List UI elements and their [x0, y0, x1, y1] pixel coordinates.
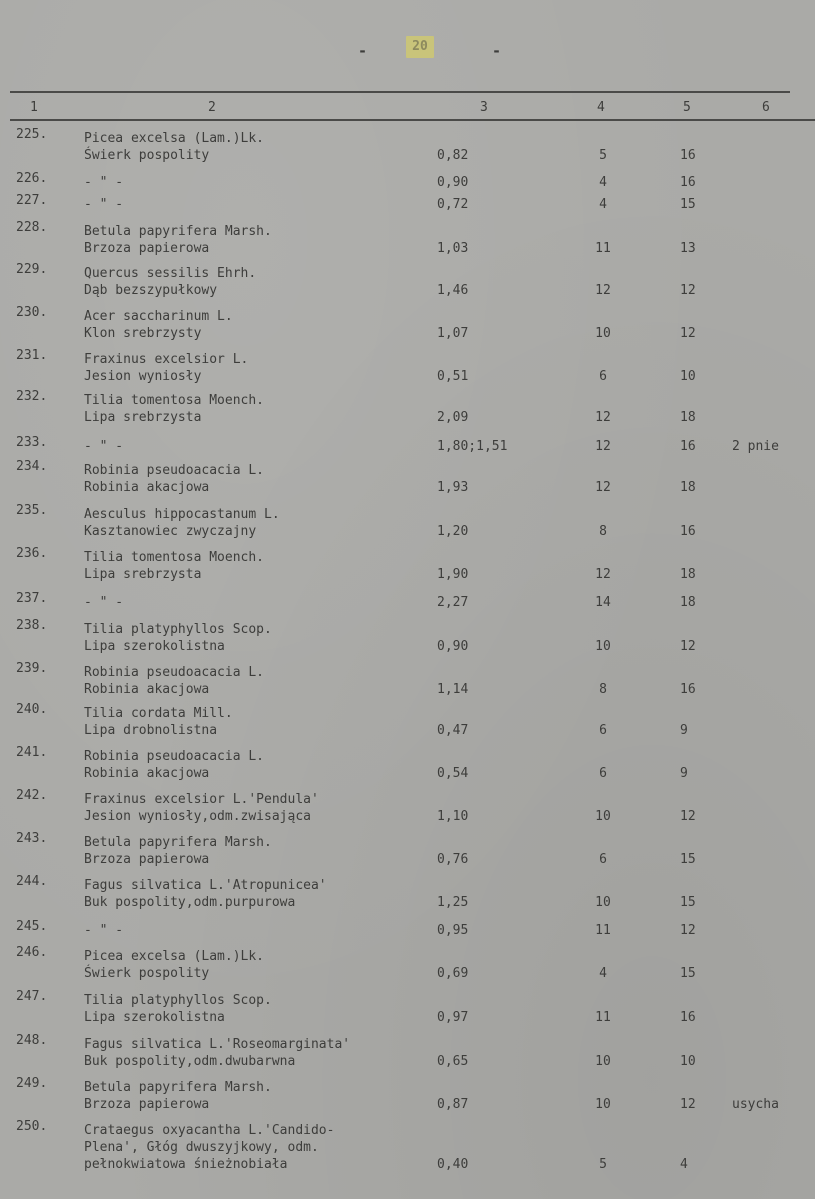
remarks-value: 2 pnie	[732, 439, 779, 454]
diameter-value: 1,25	[437, 895, 469, 910]
row-number: 240.	[16, 702, 48, 717]
column-4-value: 11	[595, 241, 611, 256]
column-4-value: 10	[595, 639, 611, 654]
table-header-rule	[10, 119, 815, 121]
diameter-value: 0,40	[437, 1157, 469, 1172]
row-number: 247.	[16, 989, 48, 1004]
species-name-line: Klon srebrzysty	[84, 326, 202, 341]
column-4-value: 6	[599, 369, 607, 384]
row-number: 232.	[16, 389, 48, 404]
species-name-line: Betula papyrifera Marsh.	[84, 835, 272, 850]
column-5-value: 9	[680, 766, 688, 781]
column-4-value: 12	[595, 283, 611, 298]
column-4-value: 10	[595, 809, 611, 824]
species-name-line: Tilia platyphyllos Scop.	[84, 993, 272, 1008]
species-name-line: Quercus sessilis Ehrh.	[84, 266, 257, 281]
diameter-value: 0,47	[437, 723, 469, 738]
row-number: 226.	[16, 171, 48, 186]
column-5-value: 15	[680, 852, 696, 867]
row-number: 234.	[16, 459, 48, 474]
column-5-value: 12	[680, 923, 696, 938]
species-name-line: Tilia tomentosa Moench.	[84, 393, 265, 408]
row-number: 249.	[16, 1076, 48, 1091]
column-5-value: 12	[680, 283, 696, 298]
species-name-line: Tilia cordata Mill.	[84, 706, 233, 721]
row-number: 245.	[16, 919, 48, 934]
diameter-value: 1,90	[437, 567, 469, 582]
column-4-value: 6	[599, 723, 607, 738]
species-name-line: Jesion wyniosły,odm.zwisająca	[84, 809, 311, 824]
column-5-value: 9	[680, 723, 688, 738]
column-5-value: 10	[680, 369, 696, 384]
diameter-value: 0,82	[437, 148, 469, 163]
column-5-value: 10	[680, 1054, 696, 1069]
column-4-value: 4	[599, 175, 607, 190]
species-name-line: Lipa srebrzysta	[84, 410, 202, 425]
diameter-value: 0,90	[437, 175, 469, 190]
column-4-value: 12	[595, 410, 611, 425]
row-number: 237.	[16, 591, 48, 606]
column-4-value: 10	[595, 1097, 611, 1112]
row-number: 243.	[16, 831, 48, 846]
diameter-value: 0,97	[437, 1010, 469, 1025]
species-name-line: Jesion wyniosły	[84, 369, 202, 384]
row-number: 238.	[16, 618, 48, 633]
row-number: 233.	[16, 435, 48, 450]
diameter-value: 0,51	[437, 369, 469, 384]
species-name-line: Fagus silvatica L.'Atropunicea'	[84, 878, 327, 893]
diameter-value: 0,72	[437, 197, 469, 212]
species-name-line: Crataegus oxyacantha L.'Candido-	[84, 1123, 335, 1138]
column-5-value: 12	[680, 809, 696, 824]
row-number: 227.	[16, 193, 48, 208]
species-name-line: pełnokwiatowa śnieżnobiała	[84, 1157, 288, 1172]
column-5-value: 16	[680, 175, 696, 190]
species-name-line: Brzoza papierowa	[84, 1097, 210, 1112]
diameter-value: 1,10	[437, 809, 469, 824]
column-4-value: 8	[599, 524, 607, 539]
species-name-line: Świerk pospolity	[84, 148, 210, 163]
row-number: 248.	[16, 1033, 48, 1048]
species-name-line: Robinia akacjowa	[84, 682, 210, 697]
column-header-6: 6	[762, 100, 770, 115]
species-name-line: - " -	[84, 439, 124, 454]
diameter-value: 1,80;1,51	[437, 439, 508, 454]
column-header-2: 2	[208, 100, 216, 115]
species-name-line: Brzoza papierowa	[84, 852, 210, 867]
column-4-value: 6	[599, 766, 607, 781]
row-number: 242.	[16, 788, 48, 803]
diameter-value: 0,95	[437, 923, 469, 938]
species-name-line: Lipa srebrzysta	[84, 567, 202, 582]
column-4-value: 10	[595, 895, 611, 910]
column-5-value: 16	[680, 148, 696, 163]
column-5-value: 13	[680, 241, 696, 256]
row-number: 235.	[16, 503, 48, 518]
row-number: 228.	[16, 220, 48, 235]
column-5-value: 18	[680, 410, 696, 425]
species-name-line: Dąb bezszypułkowy	[84, 283, 218, 298]
row-number: 230.	[16, 305, 48, 320]
row-number: 239.	[16, 661, 48, 676]
header-dash-right: -	[492, 42, 502, 60]
diameter-value: 0,76	[437, 852, 469, 867]
species-name-line: Lipa szerokolistna	[84, 639, 225, 654]
column-4-value: 5	[599, 1157, 607, 1172]
page-header	[0, 39, 815, 62]
species-name-line: - " -	[84, 595, 124, 610]
diameter-value: 1,93	[437, 480, 469, 495]
row-number: 231.	[16, 348, 48, 363]
column-5-value: 18	[680, 567, 696, 582]
species-name-line: - " -	[84, 175, 124, 190]
species-name-line: Plena', Głóg dwuszyjkowy, odm.	[84, 1140, 319, 1155]
species-name-line: Fraxinus excelsior L.	[84, 352, 249, 367]
column-4-value: 8	[599, 682, 607, 697]
column-5-value: 18	[680, 480, 696, 495]
column-5-value: 4	[680, 1157, 688, 1172]
diameter-value: 2,27	[437, 595, 469, 610]
row-number: 236.	[16, 546, 48, 561]
column-4-value: 6	[599, 852, 607, 867]
column-4-value: 12	[595, 567, 611, 582]
species-name-line: Lipa szerokolistna	[84, 1010, 225, 1025]
species-name-line: - " -	[84, 197, 124, 212]
diameter-value: 1,14	[437, 682, 469, 697]
species-name-line: Picea excelsa (Lam.)Lk.	[84, 131, 265, 146]
column-5-value: 16	[680, 682, 696, 697]
diameter-value: 1,20	[437, 524, 469, 539]
column-5-value: 12	[680, 639, 696, 654]
species-name-line: Buk pospolity,odm.dwubarwna	[84, 1054, 296, 1069]
column-5-value: 15	[680, 895, 696, 910]
row-number: 246.	[16, 945, 48, 960]
column-4-value: 11	[595, 923, 611, 938]
column-header-3: 3	[480, 100, 488, 115]
row-number: 250.	[16, 1119, 48, 1134]
species-name-line: Lipa drobnolistna	[84, 723, 218, 738]
column-header-5: 5	[683, 100, 691, 115]
diameter-value: 0,87	[437, 1097, 469, 1112]
column-4-value: 12	[595, 480, 611, 495]
species-name-line: Acer saccharinum L.	[84, 309, 233, 324]
species-name-line: Robinia pseudoacacia L.	[84, 463, 265, 478]
column-4-value: 12	[595, 439, 611, 454]
species-name-line: Aesculus hippocastanum L.	[84, 507, 280, 522]
species-name-line: Betula papyrifera Marsh.	[84, 224, 272, 239]
species-name-line: Tilia platyphyllos Scop.	[84, 622, 272, 637]
species-name-line: Robinia akacjowa	[84, 766, 210, 781]
diameter-value: 0,69	[437, 966, 469, 981]
column-5-value: 16	[680, 524, 696, 539]
species-name-line: Robinia pseudoacacia L.	[84, 749, 265, 764]
diameter-value: 1,07	[437, 326, 469, 341]
species-name-line: Robinia pseudoacacia L.	[84, 665, 265, 680]
column-4-value: 5	[599, 148, 607, 163]
species-name-line: - " -	[84, 923, 124, 938]
remarks-value: usycha	[732, 1097, 779, 1112]
column-header-4: 4	[597, 100, 605, 115]
species-name-line: Brzoza papierowa	[84, 241, 210, 256]
header-dash-left: -	[358, 42, 368, 60]
species-name-line: Kasztanowiec zwyczajny	[84, 524, 257, 539]
species-name-line: Picea excelsa (Lam.)Lk.	[84, 949, 265, 964]
table-top-rule	[10, 91, 790, 93]
species-name-line: Świerk pospolity	[84, 966, 210, 981]
column-5-value: 16	[680, 439, 696, 454]
species-name-line: Fraxinus excelsior L.'Pendula'	[84, 792, 319, 807]
species-name-line: Robinia akacjowa	[84, 480, 210, 495]
column-header-1: 1	[30, 100, 38, 115]
species-name-line: Betula papyrifera Marsh.	[84, 1080, 272, 1095]
column-5-value: 12	[680, 326, 696, 341]
column-4-value: 4	[599, 966, 607, 981]
species-name-line: Fagus silvatica L.'Roseomarginata'	[84, 1037, 351, 1052]
diameter-value: 1,03	[437, 241, 469, 256]
column-4-value: 4	[599, 197, 607, 212]
diameter-value: 1,46	[437, 283, 469, 298]
column-4-value: 11	[595, 1010, 611, 1025]
row-number: 244.	[16, 874, 48, 889]
row-number: 225.	[16, 127, 48, 142]
column-4-value: 14	[595, 595, 611, 610]
species-name-line: Tilia tomentosa Moench.	[84, 550, 265, 565]
row-number: 241.	[16, 745, 48, 760]
diameter-value: 2,09	[437, 410, 469, 425]
column-4-value: 10	[595, 1054, 611, 1069]
diameter-value: 0,65	[437, 1054, 469, 1069]
column-5-value: 18	[680, 595, 696, 610]
column-5-value: 15	[680, 966, 696, 981]
column-4-value: 10	[595, 326, 611, 341]
species-name-line: Buk pospolity,odm.purpurowa	[84, 895, 296, 910]
diameter-value: 0,90	[437, 639, 469, 654]
column-5-value: 12	[680, 1097, 696, 1112]
column-5-value: 15	[680, 197, 696, 212]
row-number: 229.	[16, 262, 48, 277]
diameter-value: 0,54	[437, 766, 469, 781]
column-5-value: 16	[680, 1010, 696, 1025]
page-number: 20	[406, 36, 434, 58]
